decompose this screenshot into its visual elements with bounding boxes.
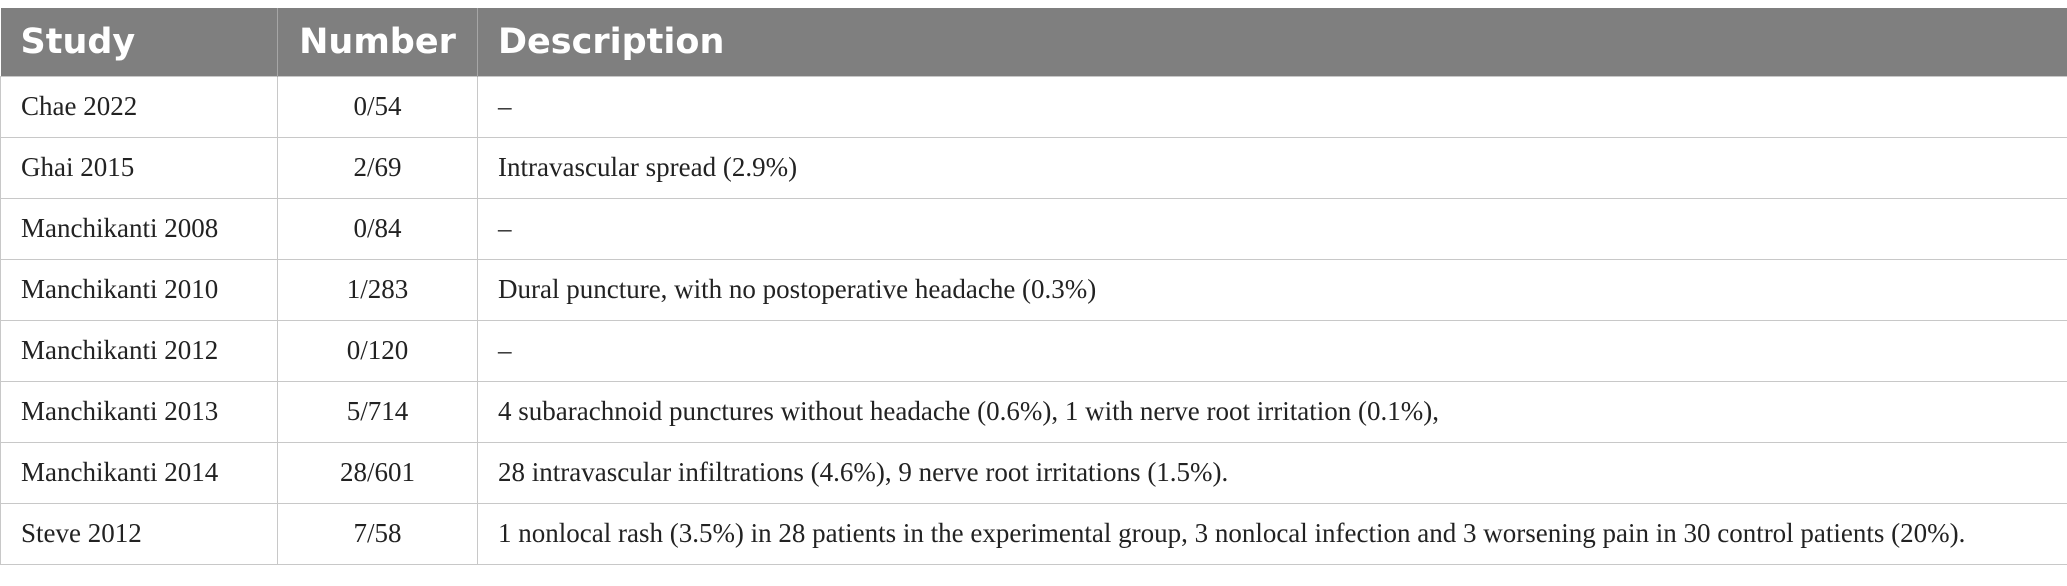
cell-number: 2/69 [278, 137, 478, 198]
table-row [1, 137, 2067, 198]
cell-description: 1 nonlocal rash (3.5%) in 28 patients in the experimental group, 3 nonlocal infection and 3 worsening pain in 30 control patients (20%). [478, 503, 2067, 564]
header-study: Study [20, 21, 136, 62]
table-row [1, 259, 2067, 320]
cell-description: 4 subarachnoid punctures without headache (0.6%), 1 with nerve root irritation (0.1%), [478, 381, 2067, 442]
cell-study: Manchikanti 2013 [1, 381, 278, 442]
table-header [1, 8, 2067, 76]
cell-study: Ghai 2015 [1, 137, 278, 198]
complications-table [0, 8, 2067, 565]
cell-study: Manchikanti 2014 [1, 442, 278, 503]
header-description: Description [478, 8, 2067, 76]
table-row [1, 198, 2067, 259]
cell-number: 28/601 [278, 442, 478, 503]
cell-description: Dural puncture, with no postoperative headache (0.3%) [478, 259, 2067, 320]
cell-number: 7/58 [278, 503, 478, 564]
header-row [1, 8, 2067, 76]
cell-number: 0/84 [278, 198, 478, 259]
table-row [1, 320, 2067, 381]
cell-study: Manchikanti 2012 [1, 320, 278, 381]
cell-number: 0/54 [278, 76, 478, 137]
table-row [1, 381, 2067, 442]
table-body [1, 76, 2067, 564]
cell-study: Manchikanti 2008 [1, 198, 278, 259]
cell-study: Steve 2012 [1, 503, 278, 564]
cell-description: – [478, 76, 2067, 137]
table-row [1, 76, 2067, 137]
cell-study: Manchikanti 2010 [1, 259, 278, 320]
cell-number: 0/120 [278, 320, 478, 381]
complications-table-container [0, 8, 2067, 565]
header-number: Number [278, 8, 478, 76]
cell-description: Intravascular spread (2.9%) [478, 137, 2067, 198]
cell-description: – [478, 198, 2067, 259]
table-row [1, 503, 2067, 564]
table-row [1, 442, 2067, 503]
cell-number: 1/283 [278, 259, 478, 320]
cell-description: – [478, 320, 2067, 381]
cell-description: 28 intravascular infiltrations (4.6%), 9 nerve root irritations (1.5%). [478, 442, 2067, 503]
cell-number: 5/714 [278, 381, 478, 442]
cell-study: Chae 2022 [1, 76, 278, 137]
